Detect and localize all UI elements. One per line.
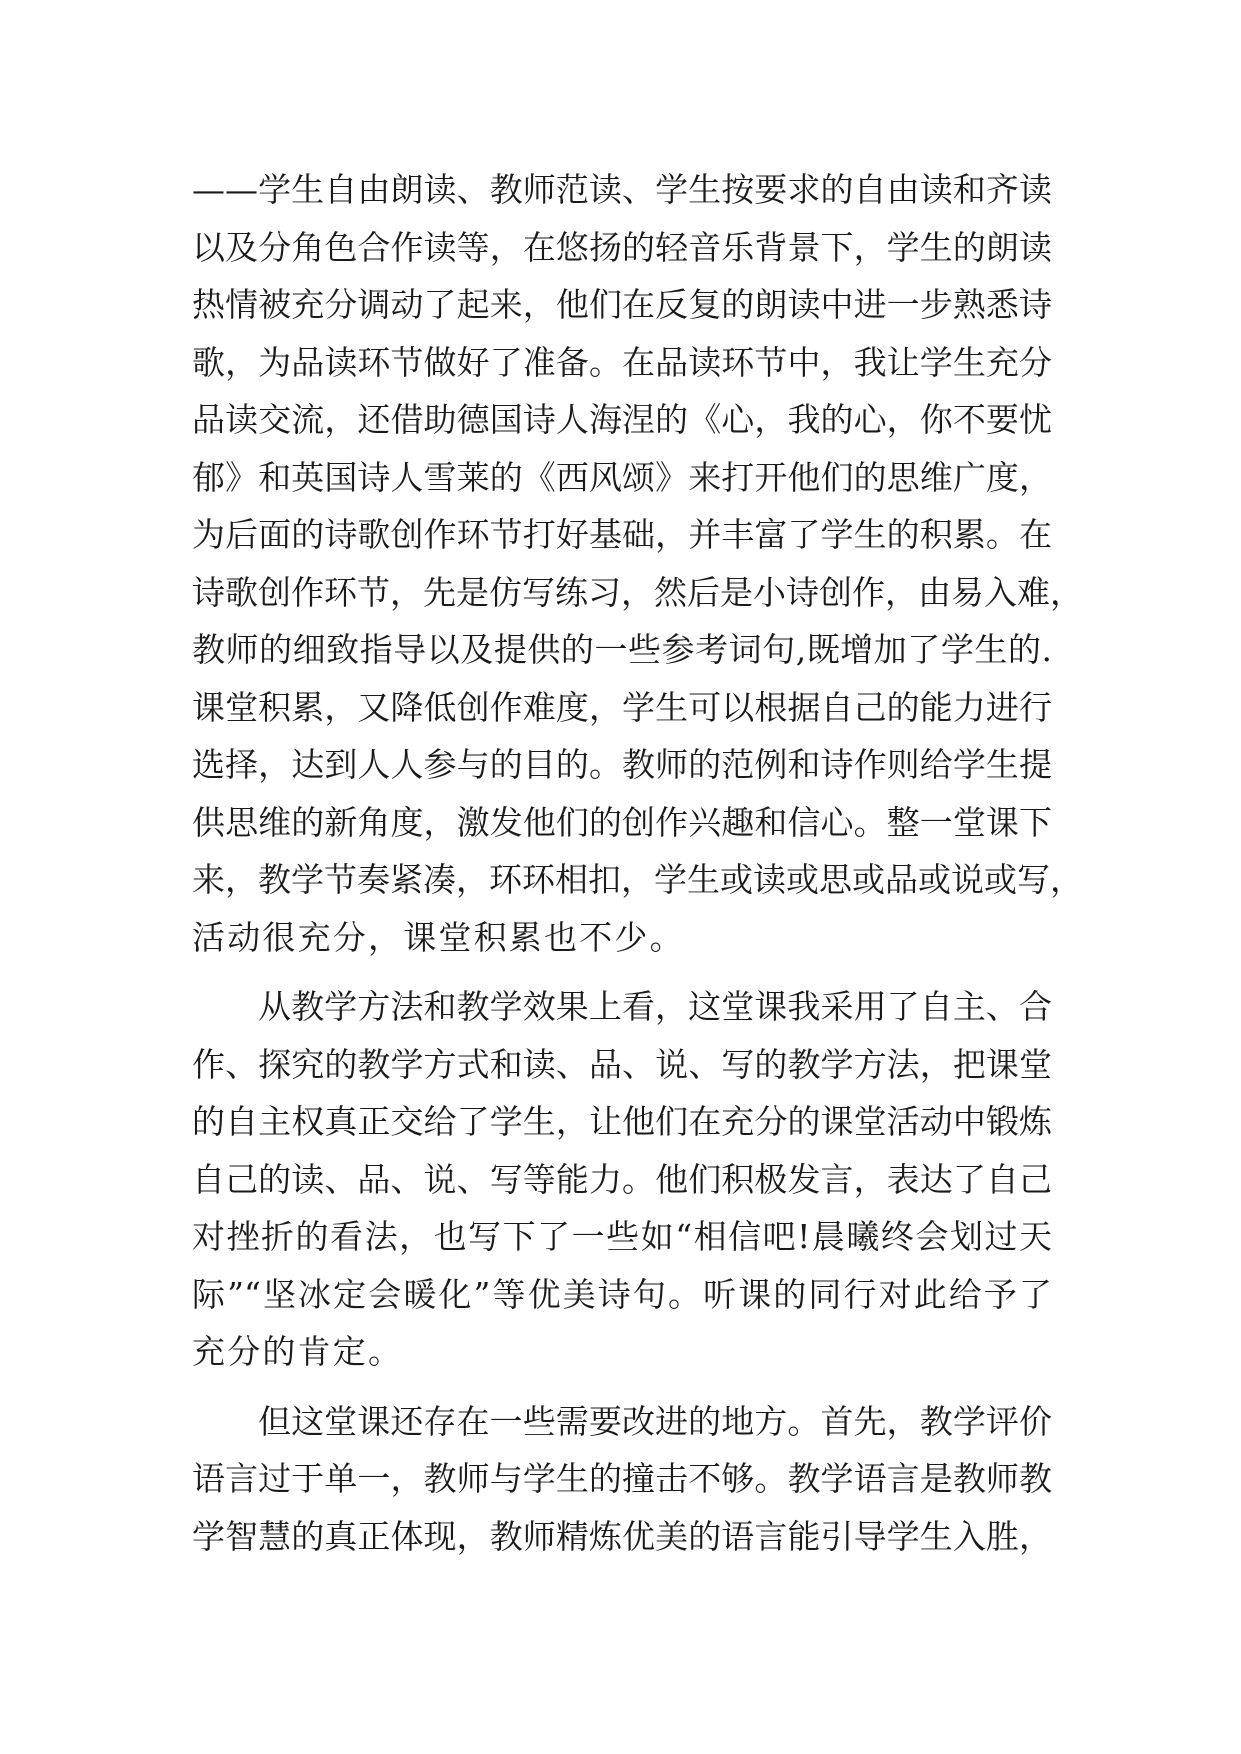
text-line: 但这堂课还存在一些需要改进的地方。首先，教学评价	[258, 1401, 1052, 1441]
text-line: 热情被充分调动了起来，他们在反复的朗读中进一步熟悉诗	[192, 285, 1052, 324]
text-line: 的自主权真正交给了学生，让他们在充分的课堂活动中锻炼	[192, 1102, 1052, 1141]
text-line: 对挫折的看法，也写下了一些如“相信吧!晨曦终会划过天	[192, 1217, 1052, 1256]
text-line: 品读交流，还借助德国诗人海涅的《心，我的心，你不要忧	[192, 400, 1052, 439]
paragraph-gap	[192, 1381, 1052, 1393]
text-line: 以及分角色合作读等，在悠扬的轻音乐背景下，学生的朗读	[192, 227, 1052, 267]
text-line: 充分的肯定。	[192, 1332, 404, 1371]
text-line: 郁》和英国诗人雪莱的《西风颂》来打开他们的思维广度，	[192, 457, 1052, 497]
text-line: ——学生自由朗读、教师范读、学生按要求的自由读和齐读	[192, 170, 1052, 209]
text-line: 教师的细致指导以及提供的一些参考词句,既增加了学生的.	[192, 630, 1052, 669]
text-line: 语言过于单一，教师与学生的撞击不够。教学语言是教师教	[192, 1459, 1052, 1498]
text-line: 作、探究的教学方式和读、品、说、写的教学方法，把课堂	[192, 1044, 1052, 1084]
text-line: 为后面的诗歌创作环节打好基础，并丰富了学生的积累。在	[192, 515, 1052, 554]
text-line: 从教学方法和教学效果上看，这堂课我采用了自主、合	[258, 987, 1052, 1026]
text-line: 诗歌创作环节，先是仿写练习，然后是小诗创作，由易入难，	[192, 572, 1083, 612]
text-line: 课堂积累，又降低创作难度，学生可以根据自己的能力进行	[192, 687, 1052, 727]
text-line: 来，教学节奏紧凑，环环相扣，学生或读或思或品或说或写，	[192, 860, 1083, 899]
text-line: 歌，为品读环节做好了准备。在品读环节中，我让学生充分	[192, 342, 1052, 382]
paragraph-1	[192, 161, 1083, 966]
text-line: 供思维的新角度，激发他们的创作兴趣和信心。整一堂课下	[192, 802, 1052, 842]
paragraph-3	[192, 1393, 1052, 1566]
document-body	[192, 161, 1083, 1565]
text-line: 学智慧的真正体现，教师精炼优美的语言能引导学生入胜，	[192, 1516, 1052, 1556]
paragraph-2	[192, 978, 1052, 1381]
text-line: 自己的读、品、说、写等能力。他们积极发言，表达了自己	[192, 1159, 1052, 1199]
paragraph-gap	[192, 966, 1052, 978]
text-line: 活动很充分，课堂积累也不少。	[192, 917, 685, 957]
text-line: 际”“坚冰定会暖化”等优美诗句。听课的同行对此给予了	[192, 1274, 1052, 1314]
text-line: 选择，达到人人参与的目的。教师的范例和诗作则给学生提	[192, 745, 1052, 784]
